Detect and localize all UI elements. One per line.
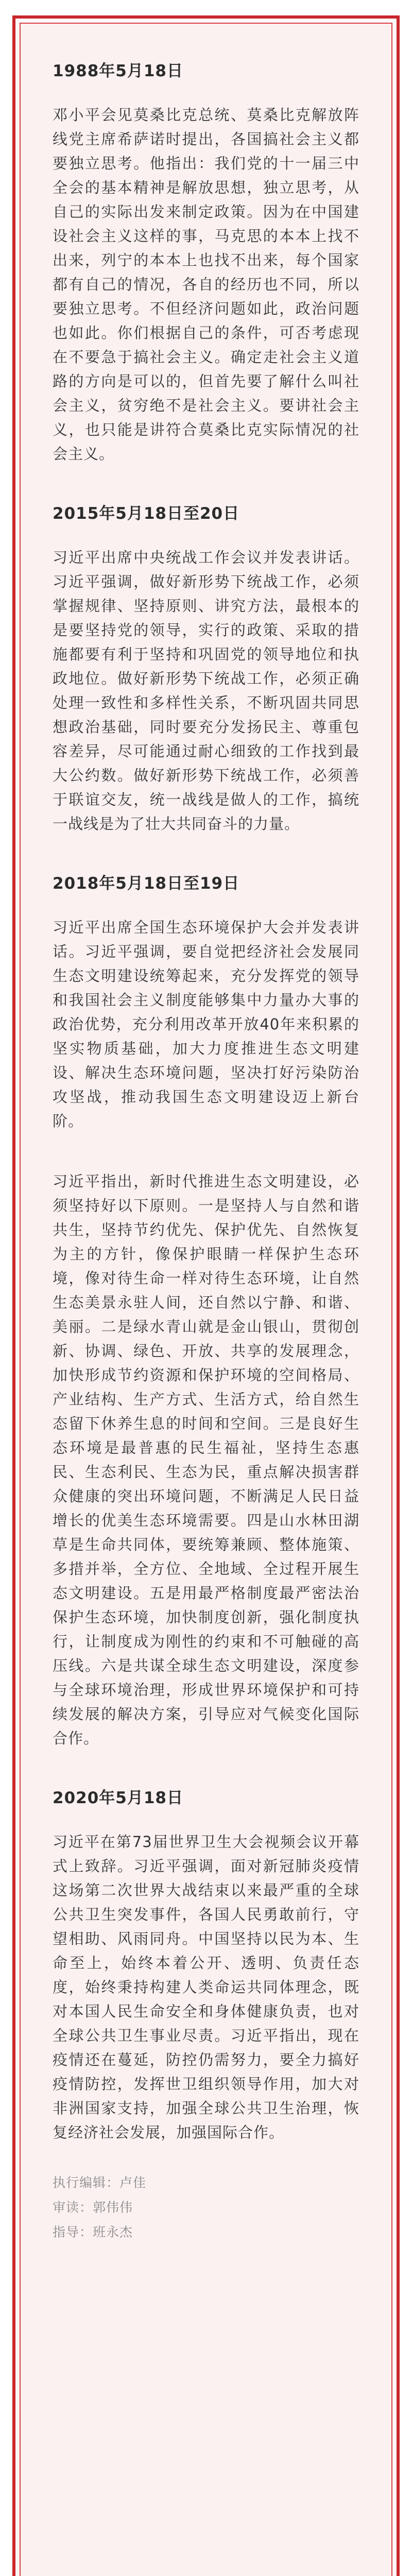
section-paragraph: 习近平指出，新时代推进生态文明建设，必须坚持好以下原则。一是坚持人与自然和谐共生，坚持节约优先、保护优先、自然恢复为主的方针，像保护眼睛一样保护生态环境，像对待生命一样对待生态环境，让自然生态美景永驻人间，还自然以宁静、和谐、美丽。二是绿水青山就是金山银山，贯彻创新、协调、绿色、开放、共享的发展理念，加快形成节约资源和保护环境的空间格局、产业结构、生产方式、生活方式，给自然生态留下休养生息的时间和空间。三是良好生态环境是最普惠的民生福祉，坚持生态惠民、生态利民、生态为民，重点解决损害群众健康的突出环境问题，不断满足人民日益增长的优美生态环境需要。四是山水林田湖草是生命共同体，要统筹兼顾、整体施策、多措并举，全方位、全地域、全过程开展生态文明建设。五是用最严格制度最严密法治保护生态环境，加快制度创新，强化制度执行，让制度成为刚性的约束和不可触碰的高压线。六是共谋全球生态文明建设，深度参与全球环境治理，形成世界环境保护和可持续发展的解决方案，引导应对气候变化国际合作。 xyxy=(53,1173,359,1747)
section-date: 2020年5月18日 xyxy=(53,1789,183,1807)
credit-reviewer: 审读：郭伟伟 xyxy=(53,2200,133,2215)
section-date: 2018年5月18日至19日 xyxy=(53,874,240,893)
section-1988 xyxy=(53,60,359,466)
credit-editor: 执行编辑：卢佳 xyxy=(53,2175,147,2190)
section-paragraph: 习近平在第73届世界卫生大会视频会议开幕式上致辞。习近平强调，面对新冠肺炎疫情这场第二次世界大战结束以来最严重的全球公共卫生突发事件，各国人民勇敢前行，守望相助、风雨同舟。中国坚持以民为本、生命至上，始终本着公开、透明、负责任态度，始终秉持构建人类命运共同体理念，既对本国人民生命安全和身体健康负责，也对全球公共卫生事业尽责。习近平指出，现在疫情还在蔓延，防控仍需努力，要全力搞好疫情防控，发挥世卫组织领导作用，加大对非洲国家支持，加强全球公共卫生治理，恢复经济社会发展，加强国际合作。 xyxy=(53,1833,359,2141)
page-frame-outer xyxy=(12,15,400,2576)
section-date: 1988年5月18日 xyxy=(53,62,183,80)
article-content xyxy=(53,60,359,2245)
page-frame-inner xyxy=(20,23,392,2576)
section-2015 xyxy=(53,502,359,836)
section-paragraph: 邓小平会见莫桑比克总统、莫桑比克解放阵线党主席希萨诺时提出，各国搞社会主义都要独立思考。他指出：我们党的十一届三中全会的基本精神是解放思想，独立思考，从自己的实际出发来制定政策。因为在中国建设社会主义这样的事，马克思的本本上找不出来，列宁的本本上也找不出来，每个国家都有自己的情况，各自的经历也不同，所以要独立思考。不但经济问题如此，政治问题也如此。你们根据自己的条件，可否考虑现在不要急于搞社会主义。确定走社会主义道路的方向是可以的，但首先要了解什么叫社会主义，贫穷绝不是社会主义。要讲社会主义，也只能是讲符合莫桑比克实际情况的社会主义。 xyxy=(53,106,359,463)
section-date: 2015年5月18日至20日 xyxy=(53,504,240,523)
section-paragraph: 习近平出席全国生态环境保护大会并发表讲话。习近平强调，要自觉把经济社会发展同生态文明建设统筹起来，充分发挥党的领导和我国社会主义制度能够集中力量办大事的政治优势，充分利用改革开放40年来积累的坚实物质基础，加大力度推进生态文明建设、解决生态环境问题，坚决打好污染防治攻坚战，推动我国生态文明建设迈上新台阶。 xyxy=(53,919,359,1130)
section-paragraph: 习近平出席中央统战工作会议并发表讲话。习近平强调，做好新形势下统战工作，必须掌握规律、坚持原则、讲究方法，最根本的是要坚持党的领导，实行的政策、采取的措施都要有利于坚持和巩固党的领导地位和执政地位。做好新形势下统战工作，必须正确处理一致性和多样性关系，不断巩固共同思想政治基础，同时要充分发扬民主、尊重包容差异，尽可能通过耐心细致的工作找到最大公约数。做好新形势下统战工作，必须善于联谊交友，统一战线是做人的工作，搞统一战线是为了壮大共同奋斗的力量。 xyxy=(53,549,359,833)
section-2020 xyxy=(53,1787,359,2145)
credit-director: 指导：班永杰 xyxy=(53,2225,133,2240)
section-2018 xyxy=(53,872,359,1751)
credits-block xyxy=(53,2171,359,2245)
